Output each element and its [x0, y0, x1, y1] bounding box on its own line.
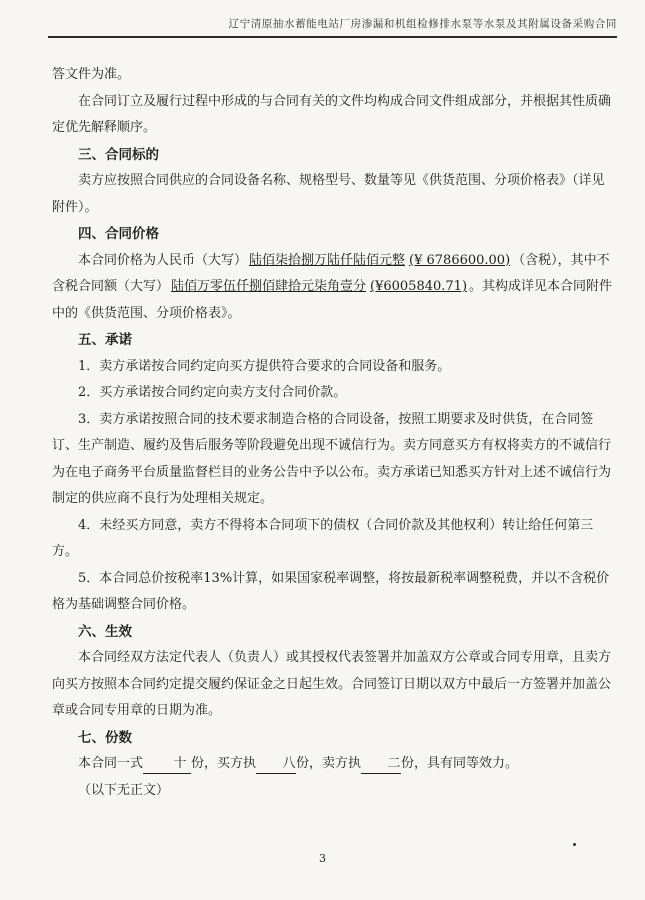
- section-heading-price: 四、合同价格: [78, 226, 159, 242]
- paragraph-subject: 卖方应按照合同供应的合同设备名称、规格型号、数量等见《供货范围、分项价格表》（详见附件）。: [52, 173, 605, 215]
- price-notax-words: 陆佰万零伍仟捌佰肆拾元柒角壹分: [171, 279, 367, 294]
- page-number: 3: [319, 852, 326, 865]
- copies-text-3: 份，卖方执: [296, 756, 362, 771]
- copies-text-4: 份，具有同等效力。: [401, 756, 519, 771]
- commitment-2: 2．买方承诺按合同约定向卖方支付合同价款。: [78, 385, 347, 400]
- copies-seller: 二: [361, 755, 401, 774]
- paragraph-copies: [52, 751, 615, 778]
- paragraph-contract-documents: 在合同订立及履行过程中形成的与合同有关的文件均构成合同文件组成部分，并根据其性质确定优先解释顺序。: [52, 93, 612, 135]
- commitment-4: 4．未经买方同意，卖方不得将本合同项下的债权（合同价款及其他权利）转让给任何第三方。: [52, 517, 594, 559]
- section-heading-commitments: 五、承诺: [78, 332, 132, 348]
- price-amount-number: (¥ 6786600.00): [409, 252, 511, 268]
- copies-total: 十: [143, 755, 191, 774]
- paragraph-effectiveness: 本合同经双方法定代表人（负责人）或其授权代表签署并加盖双方公章或合同专用章，且卖方向买方按照本合同约定提交履约保证金之日起生效。合同签订日期以双方中最后一方签署并加盖公章或合同专用章的日期为准。: [52, 650, 612, 718]
- price-amount-words: 陆佰柒拾捌万陆仟陆佰元整: [249, 252, 406, 268]
- price-notax-number: (¥6005840.71): [370, 279, 468, 294]
- header-title: 辽宁清原抽水蓄能电站厂房渗漏和机组检修排水泵等水泵及其附属设备采购合同: [228, 18, 617, 30]
- commitment-3: 3．卖方承诺按照合同的技术要求制造合格的合同设备，按照工期要求及时供货，在合同签订、生产制造、履约及售后服务等阶段避免出现不诚信行为。卖方同意买方有权将卖方的不诚信行为在电子商务平台质量监督栏目的业务公告中予以公布。卖方承诺已知悉买方针对上述不诚信行为制定的供应商不良行为处理相关规定。: [52, 411, 612, 506]
- paragraph-continuation: 答文件为准。: [52, 67, 131, 82]
- paragraph-price: [52, 248, 615, 328]
- price-text-2: （含税），其中不含税合同额（大写）: [52, 252, 610, 294]
- price-text-1: 本合同价格为人民币（大写）: [78, 252, 248, 268]
- copies-buyer: 八: [256, 755, 296, 774]
- section-heading-copies: 七、份数: [78, 729, 132, 746]
- header-rule: [48, 36, 617, 38]
- section-heading-subject: 三、合同标的: [78, 146, 159, 163]
- scan-speck: [573, 843, 576, 846]
- contract-body: [52, 62, 615, 804]
- commitment-5: 5．本合同总价按税率13%计算，如果国家税率调整，将按最新税率调整税费，并以不含税价格为基础调整合同价格。: [52, 570, 610, 612]
- price-text-3: 。其构成详见本合同附件中的《供货范围、分项价格表》。: [52, 279, 613, 321]
- commitment-1: 1．卖方承诺按合同约定向买方提供符合要求的合同设备和服务。: [78, 358, 451, 374]
- end-note: （以下无正文）: [78, 782, 170, 798]
- copies-text-1: 本合同一式: [78, 756, 144, 771]
- copies-text-2: 份，买方执: [191, 756, 257, 771]
- section-heading-effectiveness: 六、生效: [78, 623, 132, 640]
